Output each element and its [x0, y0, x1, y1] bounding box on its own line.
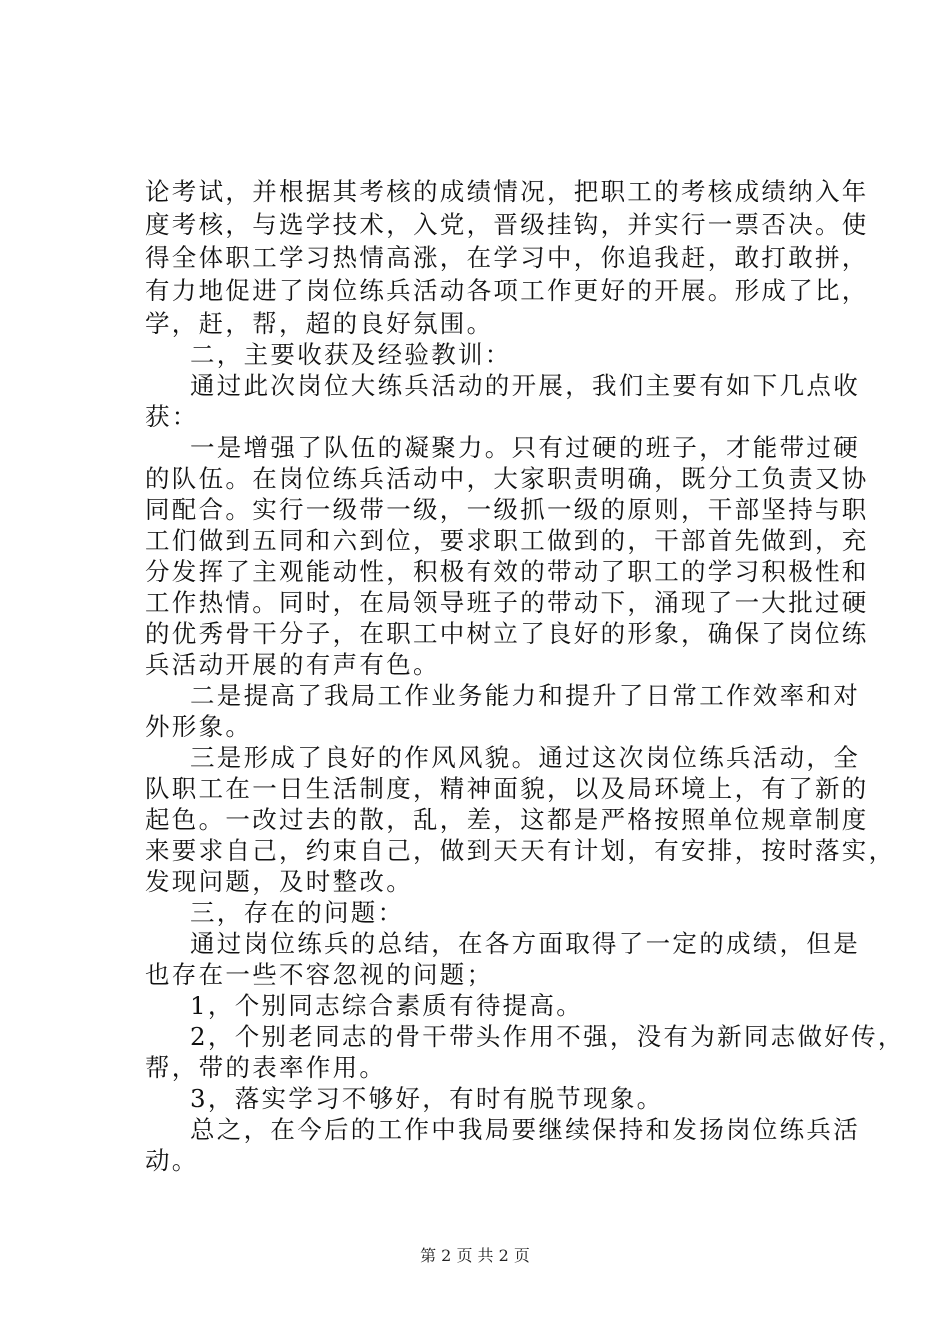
- text-line: 度考核，与选学技术，入党，晋级挂钩，并实行一票否决。使: [145, 210, 869, 239]
- text-line: 同配合。实行一级带一级，一级抓一级的原则，干部坚持与职: [145, 495, 869, 524]
- section-heading: 二，主要收获及经验教训：: [190, 340, 512, 369]
- text-line: 学，赶，帮，超的良好氛围。: [145, 309, 494, 338]
- text-line: 的优秀骨干分子，在职工中树立了良好的形象，确保了岗位练: [145, 619, 869, 648]
- text-line: 有力地促进了岗位练兵活动各项工作更好的开展。形成了比，: [145, 276, 869, 305]
- text-line: 发现问题，及时整改。: [145, 867, 413, 896]
- text-line: 工作热情。同时，在局领导班子的带动下，涌现了一大批过硬: [145, 588, 869, 617]
- list-item: 2，个别老同志的骨干带头作用不强，没有为新同志做好传，: [190, 1022, 905, 1051]
- list-item: 1，个别同志综合素质有待提高。: [190, 991, 584, 1020]
- text-line: 起色。一改过去的散，乱，差，这都是严格按照单位规章制度: [145, 805, 869, 834]
- list-item: 3，落实学习不够好，有时有脱节现象。: [190, 1084, 664, 1113]
- text-line: 兵活动开展的有声有色。: [145, 650, 440, 679]
- text-line: 工们做到五同和六到位，要求职工做到的，干部首先做到，充: [145, 526, 869, 555]
- text-line: 也存在一些不容忽视的问题；: [145, 960, 494, 989]
- text-line: 通过此次岗位大练兵活动的开展，我们主要有如下几点收: [190, 371, 860, 400]
- page-number-footer: 第 2 页 共 2 页: [420, 1246, 530, 1265]
- text-line: 二是提高了我局工作业务能力和提升了日常工作效率和对: [190, 681, 860, 710]
- text-line: 通过岗位练兵的总结，在各方面取得了一定的成绩，但是: [190, 929, 860, 958]
- text-line: 动。: [145, 1146, 199, 1175]
- text-line: 论考试，并根据其考核的成绩情况，把职工的考核成绩纳入年: [145, 177, 869, 206]
- text-line: 外形象。: [145, 712, 253, 741]
- text-line: 分发挥了主观能动性，积极有效的带动了职工的学习积极性和: [145, 557, 869, 586]
- text-line: 的队伍。在岗位练兵活动中，大家职责明确，既分工负责又协: [145, 464, 869, 493]
- text-line: 来要求自己，约束自己，做到天天有计划，有安排，按时落实，: [145, 836, 896, 865]
- text-line: 得全体职工学习热情高涨，在学习中，你追我赶，敢打敢拼，: [145, 243, 869, 272]
- text-line: 三是形成了良好的作风风貌。通过这次岗位练兵活动，全: [190, 743, 860, 772]
- section-heading: 三，存在的问题：: [190, 898, 405, 927]
- text-line: 一是增强了队伍的凝聚力。只有过硬的班子，才能带过硬: [190, 433, 860, 462]
- text-line: 总之，在今后的工作中我局要继续保持和发扬岗位练兵活: [190, 1115, 860, 1144]
- text-line: 队职工在一日生活制度，精神面貌，以及局环境上，有了新的: [145, 774, 869, 803]
- text-line: 获：: [145, 402, 199, 431]
- text-line: 帮，带的表率作用。: [145, 1053, 387, 1082]
